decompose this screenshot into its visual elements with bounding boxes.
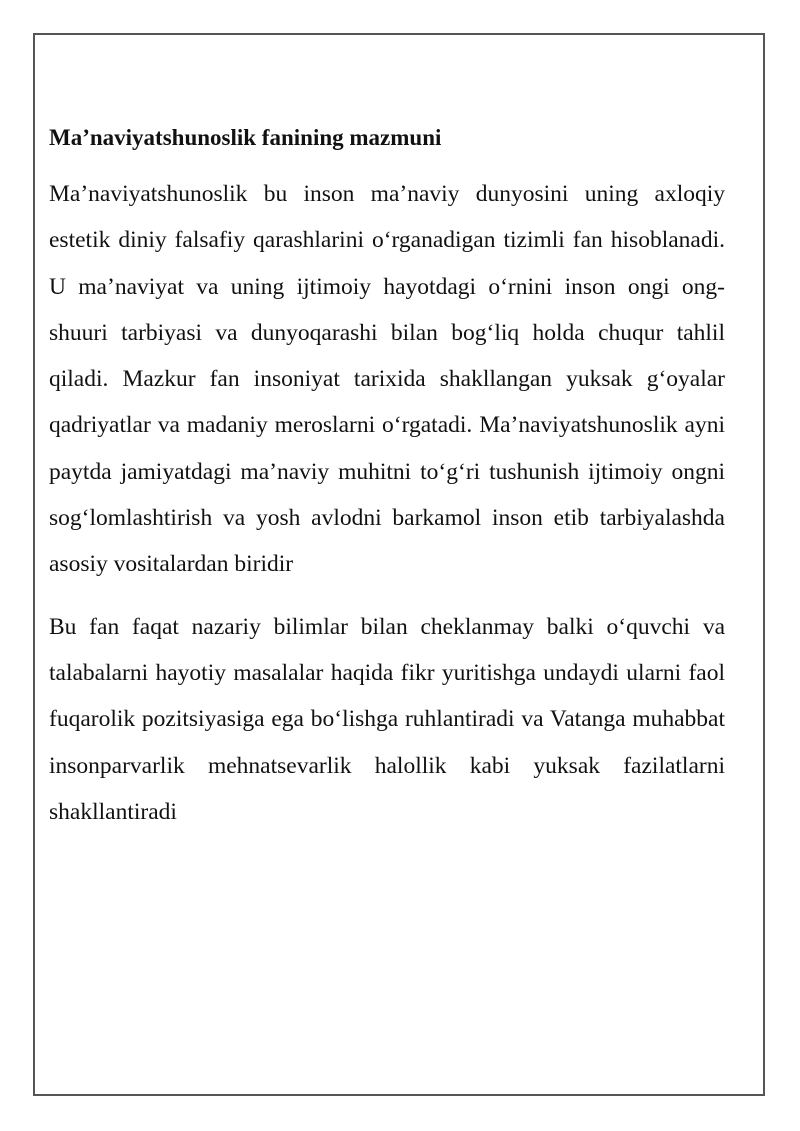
paragraph-1: Ma’naviyatshunoslik bu inson ma’naviy dunyosini uning axloqiy estetik diniy falsafiy qarashlarini o‘rganadigan tizimli fan hisoblanadi. U ma’naviyat va uning ijtimoiy hayotdagi o‘rnini inson ongi ong-shuuri tarbiyasi va dunyoqarashi bilan bog‘liq holda chuqur tahlil qiladi. Mazkur fan insoniyat tarixida shakllangan yuksak g‘oyalar qadriyatlar va madaniy meroslarni o‘rgatadi. Ma’naviyatshunoslik ayni paytda jamiyatdagi ma’naviy muhitni to‘g‘ri tushunish ijtimoiy ongni sog‘lomlashtirish va yosh avlodni barkamol inson etib tarbiyalashda asosiy vositalardan biridir bbox=[49, 181, 725, 578]
paragraph-2: Bu fan faqat nazariy bilimlar bilan cheklanmay balki o‘quvchi va talabalarni hayotiy masalalar haqida fikr yuritishga undaydi ularni faol fuqarolik pozitsiyasiga ega bo‘lishga ruhlantiradi va Vatanga muhabbat insonparvarlik mehnatsevarlik halollik kabi yuksak fazilatlarni shakllantiradi bbox=[49, 613, 725, 825]
page-frame bbox=[33, 33, 765, 1096]
document-body bbox=[49, 123, 725, 851]
document-heading: Ma’naviyatshunoslik fanining mazmuni bbox=[49, 125, 442, 150]
